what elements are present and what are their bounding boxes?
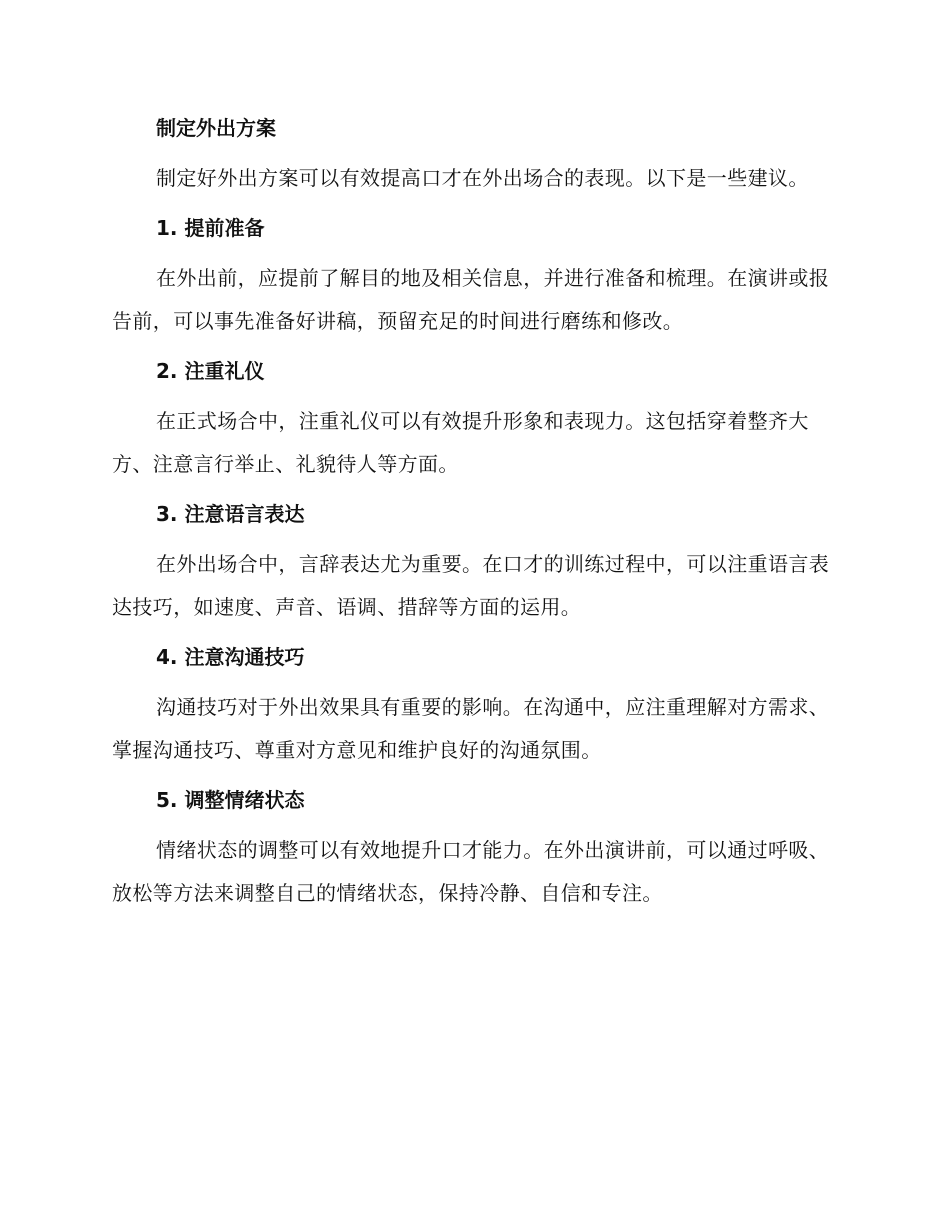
section-paragraph: 在正式场合中，注重礼仪可以有效提升形象和表现力。这包括穿着整齐大方、注意言行举止、礼貌待人等方面。 [112, 409, 809, 476]
section-paragraph: 在外出前，应提前了解目的地及相关信息，并进行准备和梳理。在演讲或报告前，可以事先准备好讲稿，预留充足的时间进行磨练和修改。 [112, 266, 830, 333]
document-title: 制定外出方案 [156, 116, 276, 140]
spacer [112, 677, 832, 686]
spacer [112, 772, 832, 780]
section-paragraph: 情绪状态的调整可以有效地提升口才能力。在外出演讲前，可以通过呼吸、放松等方法来调整自己的情绪状态，保持冷静、自信和专注。 [112, 838, 830, 905]
section-paragraph: 沟通技巧对于外出效果具有重要的影响。在沟通中，应注重理解对方需求、掌握沟通技巧、尊重对方意见和维护良好的沟通氛围。 [112, 695, 830, 762]
spacer [112, 148, 832, 157]
section-2 [112, 351, 832, 494]
spacer [112, 486, 832, 494]
spacer [112, 343, 832, 351]
section-4 [112, 637, 832, 780]
document-body [112, 108, 832, 915]
spacer [112, 534, 832, 543]
section-5 [112, 780, 832, 915]
section-heading: 4. 注意沟通技巧 [156, 645, 305, 669]
section-1 [112, 208, 832, 351]
intro-paragraph: 制定好外出方案可以有效提高口才在外出场合的表现。以下是一些建议。 [156, 166, 809, 190]
spacer [112, 248, 832, 257]
section-heading: 3. 注意语言表达 [156, 502, 305, 526]
section-heading: 5. 调整情绪状态 [156, 788, 305, 812]
section-paragraph: 在外出场合中，言辞表达尤为重要。在口才的训练过程中，可以注重语言表达技巧，如速度、声音、语调、措辞等方面的运用。 [112, 552, 830, 619]
spacer [112, 391, 832, 400]
spacer [112, 629, 832, 637]
section-heading: 1. 提前准备 [156, 216, 265, 240]
section-heading: 2. 注重礼仪 [156, 359, 265, 383]
spacer [112, 200, 832, 208]
spacer [112, 820, 832, 829]
section-3 [112, 494, 832, 637]
